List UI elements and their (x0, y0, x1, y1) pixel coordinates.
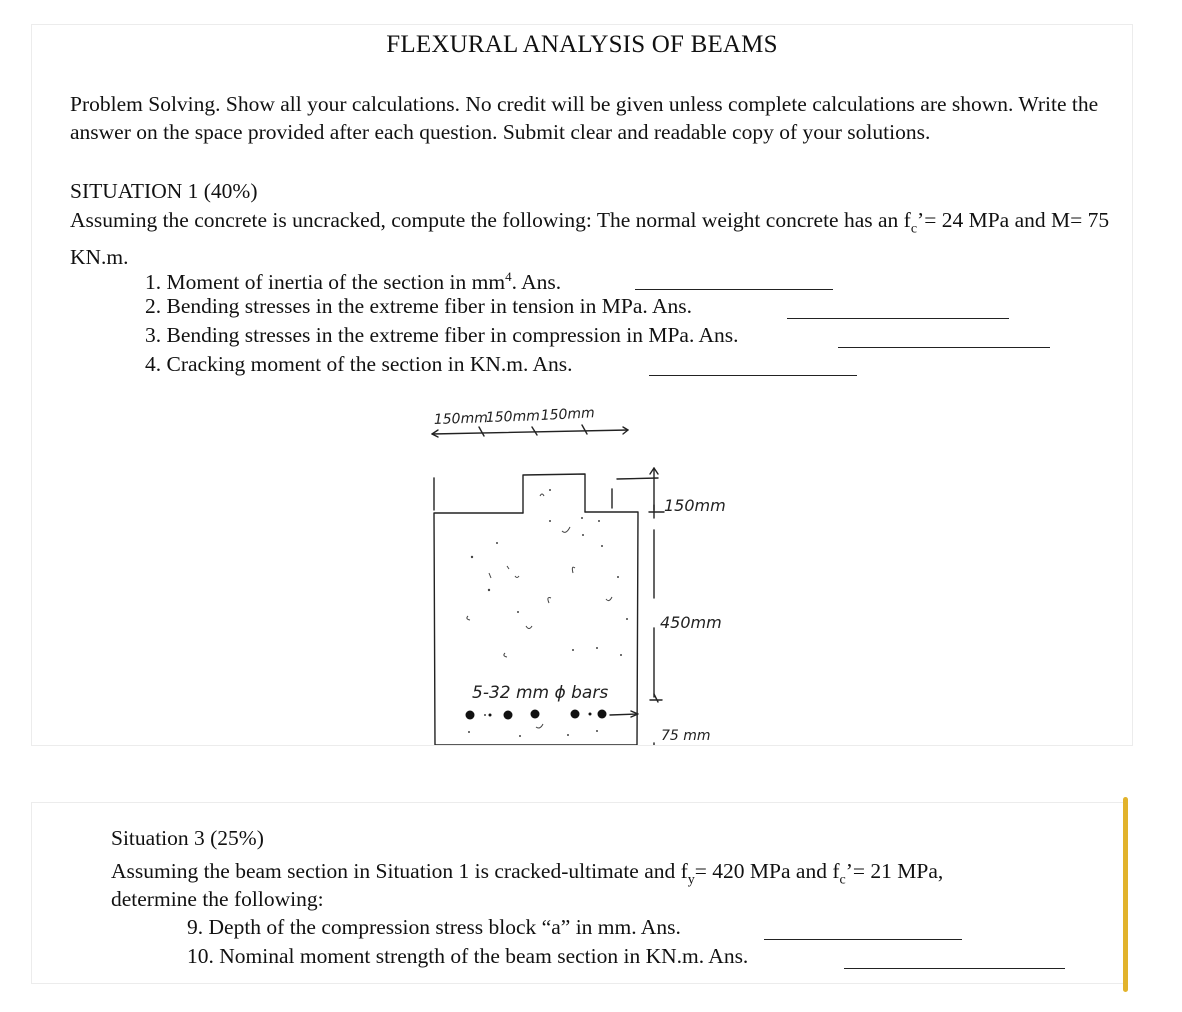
answer-blank-10[interactable] (844, 968, 1065, 969)
dim-label-150-1: 150mm (433, 410, 489, 428)
rebar-2 (504, 711, 513, 720)
question-1: 1. Moment of inertia of the section in $mm^4$. Ans. (145, 269, 562, 295)
bars-label: 5-32 mm ϕ bars (472, 683, 609, 703)
situation-1-heading: SITUATION 1 (40%) (70, 179, 258, 203)
dim-label-150-2: 150mm (485, 408, 541, 426)
rebar-4 (571, 710, 580, 719)
dim-label-flange-depth: 150mm (664, 496, 726, 515)
dim-label-150-3: 150mm (540, 405, 596, 424)
flange-outline (523, 474, 585, 513)
document-page-1 (31, 24, 1133, 746)
top-dimension-line (432, 430, 628, 434)
answer-blank-1[interactable] (635, 289, 833, 290)
question-9: 9. Depth of the compression stress block “a” in mm. Ans. (187, 915, 681, 939)
situation-3-description-line1: Assuming the beam section in Situation 1 is cracked-ultimate and $f_y= 420$ MPa and $f_c’= 21$ MPa, (111, 859, 944, 888)
beam-section-figure (422, 400, 742, 745)
instructions-paragraph: Problem Solving. Show all your calculations. No credit will be given unless complete calculations are shown. Write the answer on the space provided after each question. Submit clear and readable copy of your solutions. (70, 92, 1099, 144)
question-10: 10. Nominal moment strength of the beam section in KN.m. Ans. (187, 944, 749, 968)
situation-3-description-line2: determine the following: (111, 887, 324, 911)
page-title: FLEXURAL ANALYSIS OF BEAMS (386, 31, 778, 58)
rebar-1 (466, 711, 475, 720)
highlight-accent-bar (1123, 797, 1128, 992)
question-3: 3. Bending stresses in the extreme fiber in compression in MPa. Ans. (145, 323, 739, 347)
reinforcing-bars (466, 710, 607, 720)
document-page-2 (31, 802, 1125, 984)
question-4: 4. Cracking moment of the section in KN.m. Ans. (145, 352, 573, 376)
answer-blank-9[interactable] (764, 939, 962, 940)
rebar-5 (598, 710, 607, 719)
question-2: 2. Bending stresses in the extreme fiber in tension in MPa. Ans. (145, 294, 692, 318)
situation-1-description: Assuming the concrete is uncracked, compute the following: The normal weight concrete has an $f_c’= 24$ MPa and M= 75 KN.m. (70, 208, 1110, 270)
situation-3-heading: Situation 3 (25%) (111, 826, 264, 850)
dim-label-cover: 75 mm (661, 728, 711, 744)
rebar-3 (531, 710, 540, 719)
dim-label-web-depth: 450mm (660, 613, 722, 632)
answer-blank-3[interactable] (838, 347, 1050, 348)
answer-blank-2[interactable] (787, 318, 1009, 319)
answer-blank-4[interactable] (649, 375, 857, 376)
